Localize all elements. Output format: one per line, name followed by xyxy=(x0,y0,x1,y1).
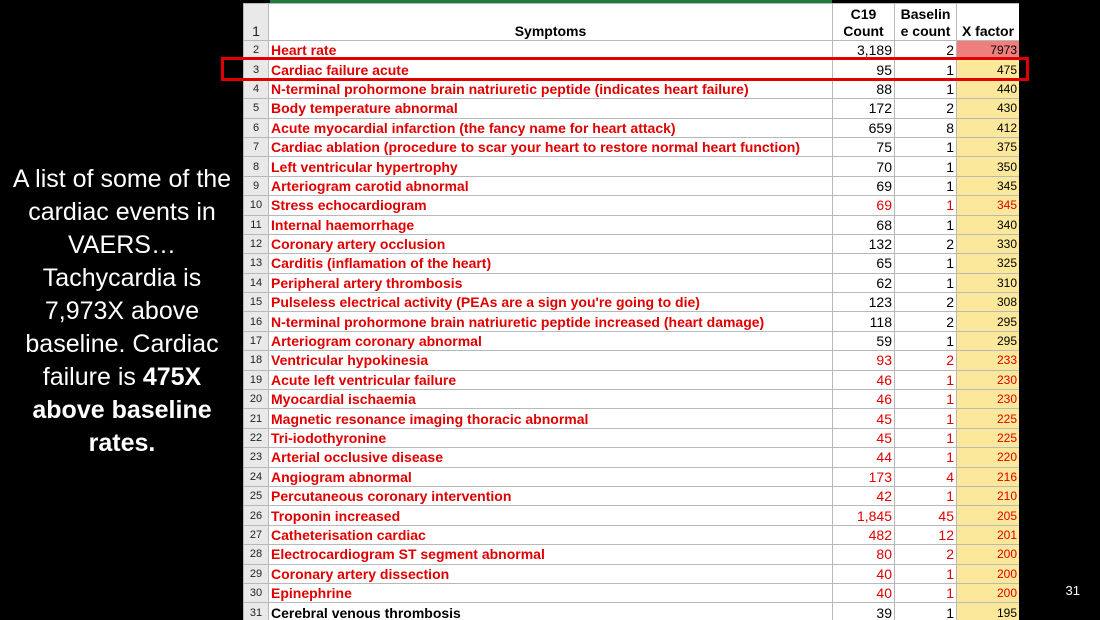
x-factor-cell[interactable]: 310 xyxy=(957,273,1020,292)
baseline-count-cell[interactable]: 1 xyxy=(895,583,957,602)
baseline-count-cell[interactable]: 1 xyxy=(895,370,957,389)
baseline-count-cell[interactable]: 1 xyxy=(895,331,957,350)
row-number: 31 xyxy=(244,603,269,620)
symptom-cell[interactable]: Catheterisation cardiac xyxy=(269,525,833,544)
x-factor-cell[interactable]: 475 xyxy=(957,60,1020,79)
baseline-count-cell[interactable]: 1 xyxy=(895,79,957,98)
x-factor-cell[interactable]: 412 xyxy=(957,118,1020,137)
header-baseline-count[interactable]: Baseline count xyxy=(895,4,957,41)
row-number: 15 xyxy=(244,293,269,312)
baseline-count-cell[interactable]: 2 xyxy=(895,99,957,118)
table-row[interactable] xyxy=(244,351,1020,370)
table-row[interactable] xyxy=(244,545,1020,564)
symptom-cell[interactable]: Body temperature abnormal xyxy=(269,99,833,118)
baseline-count-cell[interactable]: 1 xyxy=(895,137,957,156)
c19-count-cell[interactable]: 46 xyxy=(833,370,895,389)
row-number: 22 xyxy=(244,428,269,447)
baseline-count-cell[interactable]: 1 xyxy=(895,60,957,79)
table-row[interactable] xyxy=(244,312,1020,331)
baseline-count-cell[interactable]: 1 xyxy=(895,157,957,176)
highlight-box xyxy=(221,57,1029,81)
x-factor-cell[interactable]: 200 xyxy=(957,583,1020,602)
row-number: 20 xyxy=(244,390,269,409)
x-factor-cell[interactable]: 210 xyxy=(957,486,1020,505)
symptoms-table xyxy=(243,3,1019,620)
symptom-cell[interactable]: N-terminal prohormone brain natriuretic peptide increased (heart damage) xyxy=(269,312,833,331)
symptom-cell[interactable]: Angiogram abnormal xyxy=(269,467,833,486)
symptom-cell[interactable]: Coronary artery occlusion xyxy=(269,234,833,253)
x-factor-cell[interactable]: 200 xyxy=(957,564,1020,583)
caption-bold-text: 475X above baseline rates. xyxy=(32,363,212,457)
table-row[interactable] xyxy=(244,176,1020,195)
x-factor-cell[interactable]: 233 xyxy=(957,351,1020,370)
row-number: 18 xyxy=(244,351,269,370)
baseline-count-cell[interactable]: 1 xyxy=(895,448,957,467)
symptom-cell[interactable]: Ventricular hypokinesia xyxy=(269,351,833,370)
symptom-cell[interactable]: Internal haemorrhage xyxy=(269,215,833,234)
page-number: 31 xyxy=(1065,583,1080,598)
row-number: 27 xyxy=(244,525,269,544)
table-row[interactable] xyxy=(244,448,1020,467)
table-row[interactable] xyxy=(244,428,1020,447)
row-number: 25 xyxy=(244,486,269,505)
row-number: 9 xyxy=(244,176,269,195)
symptom-cell[interactable]: Cerebral venous thrombosis xyxy=(269,603,833,620)
c19-count-cell[interactable]: 93 xyxy=(833,351,895,370)
baseline-count-cell[interactable]: 2 xyxy=(895,293,957,312)
x-factor-cell[interactable]: 200 xyxy=(957,545,1020,564)
row-number: 30 xyxy=(244,583,269,602)
x-factor-cell[interactable]: 340 xyxy=(957,215,1020,234)
baseline-count-cell[interactable]: 2 xyxy=(895,312,957,331)
x-factor-cell[interactable]: 230 xyxy=(957,370,1020,389)
header-c19-count[interactable]: C19 Count xyxy=(833,4,895,41)
row-number: 3 xyxy=(244,60,269,79)
symptom-cell[interactable]: Acute left ventricular failure xyxy=(269,370,833,389)
row-number: 11 xyxy=(244,215,269,234)
symptom-cell[interactable]: Arterial occlusive disease xyxy=(269,448,833,467)
x-factor-cell[interactable]: 220 xyxy=(957,448,1020,467)
x-factor-cell[interactable]: 345 xyxy=(957,196,1020,215)
c19-count-cell[interactable]: 173 xyxy=(833,467,895,486)
table-row[interactable] xyxy=(244,409,1020,428)
c19-count-cell[interactable]: 75 xyxy=(833,137,895,156)
table-row[interactable] xyxy=(244,293,1020,312)
baseline-count-cell[interactable]: 1 xyxy=(895,564,957,583)
symptom-cell[interactable]: Heart rate xyxy=(269,41,833,60)
baseline-count-cell[interactable]: 1 xyxy=(895,409,957,428)
table-row[interactable] xyxy=(244,467,1020,486)
symptom-cell[interactable]: Troponin increased xyxy=(269,506,833,525)
baseline-count-cell[interactable]: 1 xyxy=(895,215,957,234)
symptom-cell[interactable]: Pulseless electrical activity (PEAs are a sign you're going to die) xyxy=(269,293,833,312)
row-number: 24 xyxy=(244,467,269,486)
baseline-count-cell[interactable]: 1 xyxy=(895,486,957,505)
baseline-count-cell[interactable]: 2 xyxy=(895,351,957,370)
row-number: 17 xyxy=(244,331,269,350)
row-number: 4 xyxy=(244,79,269,98)
c19-count-cell[interactable]: 62 xyxy=(833,273,895,292)
table-row[interactable] xyxy=(244,564,1020,583)
table-row[interactable] xyxy=(244,79,1020,98)
table-row[interactable] xyxy=(244,196,1020,215)
x-factor-cell[interactable]: 330 xyxy=(957,234,1020,253)
row-number: 2 xyxy=(244,41,269,60)
c19-count-cell[interactable]: 482 xyxy=(833,525,895,544)
row-number: 5 xyxy=(244,99,269,118)
x-factor-cell[interactable]: 230 xyxy=(957,390,1020,409)
c19-count-cell[interactable]: 70 xyxy=(833,157,895,176)
table-row[interactable] xyxy=(244,331,1020,350)
c19-count-cell[interactable]: 40 xyxy=(833,564,895,583)
row-number: 13 xyxy=(244,254,269,273)
table-row[interactable] xyxy=(244,390,1020,409)
c19-count-cell[interactable]: 65 xyxy=(833,254,895,273)
x-factor-cell[interactable]: 295 xyxy=(957,312,1020,331)
row-number: 14 xyxy=(244,273,269,292)
table-row[interactable] xyxy=(244,137,1020,156)
x-factor-cell[interactable]: 345 xyxy=(957,176,1020,195)
c19-count-cell[interactable]: 3,189 xyxy=(833,41,895,60)
c19-count-cell[interactable]: 69 xyxy=(833,196,895,215)
spreadsheet xyxy=(243,0,1019,620)
c19-count-cell[interactable]: 40 xyxy=(833,583,895,602)
x-factor-cell[interactable]: 295 xyxy=(957,331,1020,350)
symptom-cell[interactable]: Left ventricular hypertrophy xyxy=(269,157,833,176)
symptom-cell[interactable]: Myocardial ischaemia xyxy=(269,390,833,409)
row-number: 6 xyxy=(244,118,269,137)
x-factor-cell[interactable]: 216 xyxy=(957,467,1020,486)
symptom-cell[interactable]: Cardiac failure acute xyxy=(269,60,833,79)
symptom-cell[interactable]: Carditis (inflamation of the heart) xyxy=(269,254,833,273)
symptom-cell[interactable]: Stress echocardiogram xyxy=(269,196,833,215)
symptom-cell[interactable]: Coronary artery dissection xyxy=(269,564,833,583)
symptom-cell[interactable]: Epinephrine xyxy=(269,583,833,602)
c19-count-cell[interactable]: 39 xyxy=(833,603,895,620)
symptom-cell[interactable]: Electrocardiogram ST segment abnormal xyxy=(269,545,833,564)
x-factor-cell[interactable]: 7973 xyxy=(957,41,1020,60)
row-number: 26 xyxy=(244,506,269,525)
x-factor-cell[interactable]: 205 xyxy=(957,506,1020,525)
baseline-count-cell[interactable]: 1 xyxy=(895,176,957,195)
x-factor-cell[interactable]: 225 xyxy=(957,428,1020,447)
baseline-count-cell[interactable]: 2 xyxy=(895,41,957,60)
symptom-cell[interactable]: Cardiac ablation (procedure to scar your heart to restore normal heart function) xyxy=(269,137,833,156)
c19-count-cell[interactable]: 45 xyxy=(833,428,895,447)
baseline-count-cell[interactable]: 1 xyxy=(895,196,957,215)
table-row[interactable] xyxy=(244,254,1020,273)
row-number: 23 xyxy=(244,448,269,467)
symptom-cell[interactable]: Magnetic resonance imaging thoracic abnormal xyxy=(269,409,833,428)
c19-count-cell[interactable]: 123 xyxy=(833,293,895,312)
c19-count-cell[interactable]: 659 xyxy=(833,118,895,137)
c19-count-cell[interactable]: 132 xyxy=(833,234,895,253)
x-factor-cell[interactable]: 440 xyxy=(957,79,1020,98)
table-row[interactable] xyxy=(244,583,1020,602)
table-row[interactable] xyxy=(244,99,1020,118)
x-factor-cell[interactable]: 350 xyxy=(957,157,1020,176)
c19-count-cell[interactable]: 172 xyxy=(833,99,895,118)
slide-caption xyxy=(8,163,236,460)
caption-text: A list of some of the cardiac events in VAERS… Tachycardia is 7,973X above baseline. Cardiac failure is xyxy=(12,165,232,391)
row-number: 10 xyxy=(244,196,269,215)
baseline-count-cell[interactable]: 1 xyxy=(895,254,957,273)
symptom-cell[interactable]: N-terminal prohormone brain natriuretic peptide (indicates heart failure) xyxy=(269,79,833,98)
row-number: 7 xyxy=(244,137,269,156)
row-number: 29 xyxy=(244,564,269,583)
table-row[interactable] xyxy=(244,234,1020,253)
x-factor-cell[interactable]: 225 xyxy=(957,409,1020,428)
table-row[interactable] xyxy=(244,118,1020,137)
row-number: 12 xyxy=(244,234,269,253)
row-number: 1 xyxy=(244,4,269,41)
symptom-cell[interactable]: Tri-iodothyronine xyxy=(269,428,833,447)
c19-count-cell[interactable]: 68 xyxy=(833,215,895,234)
table-row[interactable] xyxy=(244,603,1020,620)
c19-count-cell[interactable]: 1,845 xyxy=(833,506,895,525)
x-factor-cell[interactable]: 375 xyxy=(957,137,1020,156)
table-row[interactable] xyxy=(244,215,1020,234)
c19-count-cell[interactable]: 44 xyxy=(833,448,895,467)
baseline-count-cell[interactable]: 1 xyxy=(895,273,957,292)
symptom-cell[interactable]: Percutaneous coronary intervention xyxy=(269,486,833,505)
c19-count-cell[interactable]: 45 xyxy=(833,409,895,428)
c19-count-cell[interactable]: 69 xyxy=(833,176,895,195)
c19-count-cell[interactable]: 118 xyxy=(833,312,895,331)
header-row xyxy=(244,4,1020,41)
header-symptoms[interactable]: Symptoms xyxy=(269,4,833,41)
table-row[interactable] xyxy=(244,273,1020,292)
baseline-count-cell[interactable]: 2 xyxy=(895,234,957,253)
baseline-count-cell[interactable]: 4 xyxy=(895,467,957,486)
c19-count-cell[interactable]: 95 xyxy=(833,60,895,79)
baseline-count-cell[interactable]: 8 xyxy=(895,118,957,137)
symptom-cell[interactable]: Arteriogram coronary abnormal xyxy=(269,331,833,350)
header-x-factor[interactable]: X factor xyxy=(957,4,1020,41)
row-number: 28 xyxy=(244,545,269,564)
c19-count-cell[interactable]: 42 xyxy=(833,486,895,505)
table-row[interactable] xyxy=(244,157,1020,176)
row-number: 19 xyxy=(244,370,269,389)
x-factor-cell[interactable]: 201 xyxy=(957,525,1020,544)
c19-count-cell[interactable]: 80 xyxy=(833,545,895,564)
table-row[interactable] xyxy=(244,506,1020,525)
table-row[interactable] xyxy=(244,525,1020,544)
x-factor-cell[interactable]: 430 xyxy=(957,99,1020,118)
x-factor-cell[interactable]: 325 xyxy=(957,254,1020,273)
table-row[interactable] xyxy=(244,370,1020,389)
baseline-count-cell[interactable]: 1 xyxy=(895,603,957,620)
baseline-count-cell[interactable]: 2 xyxy=(895,545,957,564)
c19-count-cell[interactable]: 59 xyxy=(833,331,895,350)
row-number: 16 xyxy=(244,312,269,331)
row-number: 21 xyxy=(244,409,269,428)
baseline-count-cell[interactable]: 45 xyxy=(895,506,957,525)
baseline-count-cell[interactable]: 12 xyxy=(895,525,957,544)
table-row[interactable] xyxy=(244,486,1020,505)
x-factor-cell[interactable]: 195 xyxy=(957,603,1020,620)
c19-count-cell[interactable]: 46 xyxy=(833,390,895,409)
c19-count-cell[interactable]: 88 xyxy=(833,79,895,98)
row-number: 8 xyxy=(244,157,269,176)
symptom-cell[interactable]: Arteriogram carotid abnormal xyxy=(269,176,833,195)
baseline-count-cell[interactable]: 1 xyxy=(895,390,957,409)
baseline-count-cell[interactable]: 1 xyxy=(895,428,957,447)
symptom-cell[interactable]: Peripheral artery thrombosis xyxy=(269,273,833,292)
symptom-cell[interactable]: Acute myocardial infarction (the fancy name for heart attack) xyxy=(269,118,833,137)
x-factor-cell[interactable]: 308 xyxy=(957,293,1020,312)
